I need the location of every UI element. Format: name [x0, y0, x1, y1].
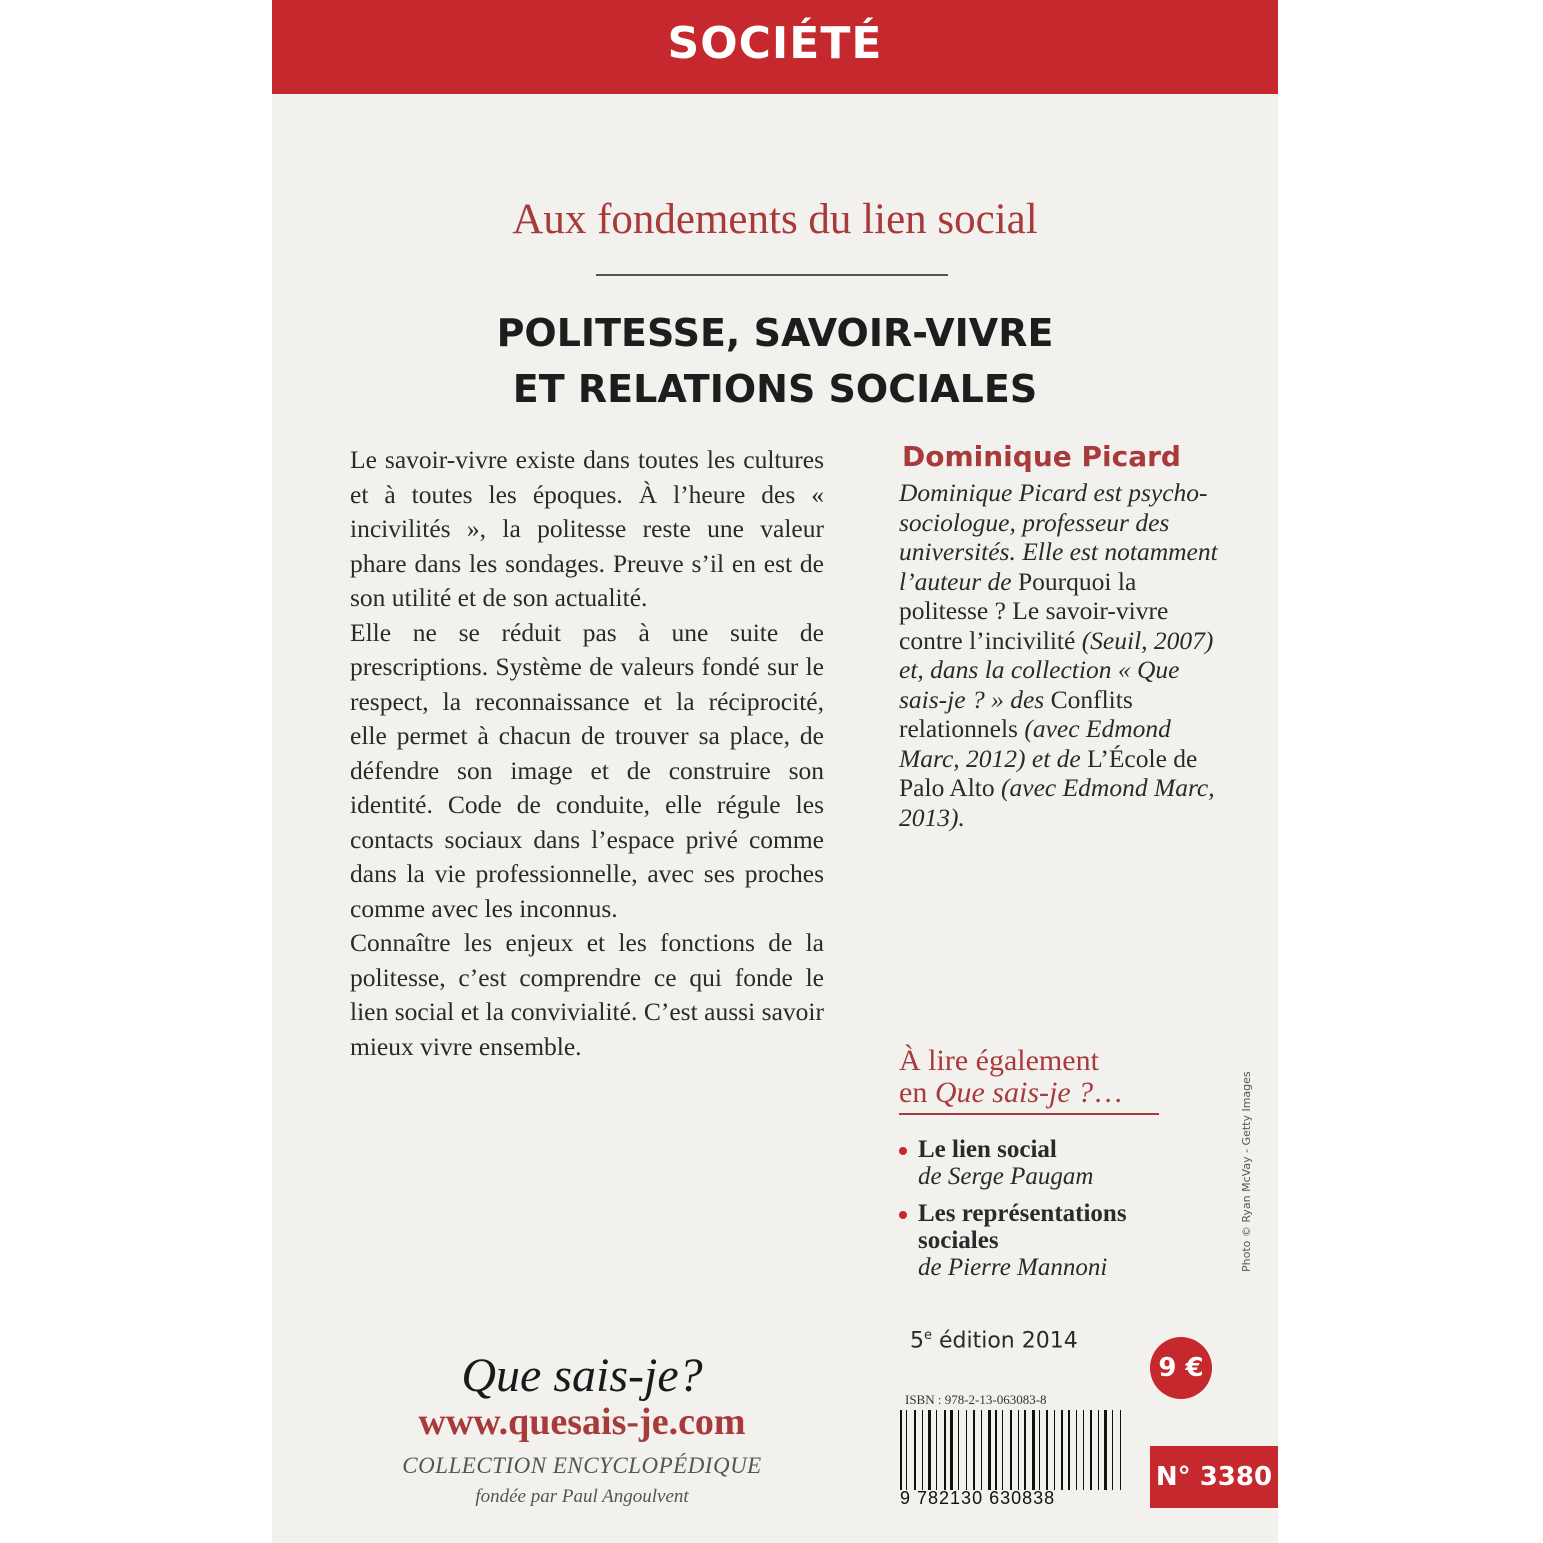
barcode-bar — [1036, 1410, 1037, 1490]
book-title-line2: ET RELATIONS SOCIALES — [512, 367, 1038, 411]
edition-info — [910, 1328, 1078, 1353]
bio-segment: Conflits relationnels — [899, 684, 1133, 743]
barcode — [900, 1410, 1135, 1490]
also-read-line1: À lire également — [899, 1044, 1099, 1077]
related-book-author: de Pierre Mannoni — [918, 1254, 1108, 1281]
bio-segment: L’École de Palo Alto — [899, 743, 1198, 802]
barcode-bar — [981, 1410, 982, 1490]
barcode-bar — [1039, 1410, 1040, 1490]
category-label: SOCIÉTÉ — [667, 18, 883, 69]
bullet-icon — [899, 1211, 907, 1219]
barcode-bar — [1002, 1410, 1003, 1490]
publisher-url: www.quesais-je.com — [418, 1401, 746, 1443]
barcode-digits: 9 782130 630838 — [900, 1488, 1056, 1508]
barcode-bar — [961, 1410, 963, 1490]
bio-segment: (Seuil, 2007) et, dans la collection « Que sais-je ? » des — [899, 625, 1214, 714]
barcode-bar — [918, 1410, 919, 1490]
author-bio — [899, 478, 1229, 832]
series-number-badge: N° 3380 — [1150, 1446, 1278, 1508]
collection-label: COLLECTION ENCYCLOPÉDIQUE — [402, 1453, 762, 1478]
founder-line: fondée par Paul Angoulvent — [475, 1486, 689, 1507]
barcode-bar — [1083, 1410, 1084, 1490]
blurb-paragraph-3: Connaître les enjeux et les fonctions de la politesse, c’est comprendre ce qui fonde le lien social et la convivialité. C’est aussi savoir mieux vivre ensemble. — [350, 928, 824, 1061]
edition-year: édition 2014 — [932, 1328, 1078, 1354]
barcode-bar — [1078, 1410, 1081, 1490]
edition-suffix: e — [924, 1328, 932, 1343]
barcode-bar — [906, 1410, 907, 1490]
isbn: ISBN : 978-2-13-063083-8 — [905, 1392, 1047, 1407]
bio-segment: Dominique Picard est psycho-sociologue, professeur des universités. Elle est notamment l’auteur de — [899, 478, 1218, 596]
author-name: Dominique Picard — [902, 440, 1181, 473]
barcode-bar — [988, 1410, 991, 1490]
barcode-bar — [1072, 1410, 1073, 1490]
barcode-bar — [1104, 1410, 1107, 1490]
barcode-bar — [1112, 1410, 1113, 1490]
barcode-bar — [956, 1410, 957, 1490]
also-read-underline — [899, 1113, 1159, 1115]
barcode-bar — [1110, 1410, 1111, 1490]
barcode-bar — [1046, 1410, 1048, 1490]
barcode-bar — [928, 1410, 931, 1490]
price-badge: 9 € — [1150, 1337, 1212, 1399]
barcode-bar — [1018, 1410, 1019, 1490]
barcode-bar — [910, 1410, 913, 1490]
barcode-bar — [984, 1410, 985, 1490]
photo-credit: Photo © Ryan McVay - Getty Images — [1240, 1071, 1253, 1272]
barcode-bar — [1100, 1410, 1102, 1490]
barcode-bar — [1050, 1410, 1051, 1490]
barcode-bar — [1005, 1410, 1007, 1490]
barcode-bar — [1013, 1410, 1016, 1490]
related-book-title: Le lien social — [918, 1136, 1057, 1163]
barcode-bar — [1061, 1410, 1063, 1490]
bio-segment: (avec Edmond Marc, 2013). — [899, 773, 1215, 832]
also-read-prefix: en — [899, 1076, 935, 1109]
divider — [596, 274, 948, 276]
barcode-bar — [1010, 1410, 1012, 1490]
barcode-bar — [966, 1410, 967, 1490]
barcode-bar — [1120, 1410, 1121, 1490]
publisher-logo: Que sais-je? — [461, 1349, 703, 1402]
category-band — [272, 0, 1278, 94]
barcode-bar — [958, 1410, 959, 1490]
barcode-bar — [1068, 1410, 1070, 1490]
barcode-bar — [992, 1410, 993, 1490]
barcode-bar — [1054, 1410, 1055, 1490]
blurb — [350, 443, 824, 1064]
barcode-bar — [1090, 1410, 1092, 1490]
also-read-line2 — [899, 1077, 1123, 1109]
barcode-bar — [1032, 1410, 1035, 1490]
related-book-title: Les représentations sociales — [918, 1200, 1127, 1254]
barcode-bar — [1024, 1410, 1026, 1490]
barcode-bar — [968, 1410, 971, 1490]
barcode-bar — [936, 1410, 937, 1490]
blurb-paragraph-2: Elle ne se réduit pas à une suite de prescriptions. Système de valeurs fondé sur le respect, la reconnaissance et la réciprocité, elle permet à chacun de trouver sa place, de défendre son image et de construire son identité. Code de conduite, elle régule les contacts sociaux dans l’espace privé comme dans la vie professionnelle, avec ses proches comme avec les inconnus. — [350, 617, 824, 923]
barcode-bar — [1076, 1410, 1077, 1490]
bio-segment: Pourquoi la politesse ? Le savoir-vivre contre l’incivilité — [899, 566, 1169, 655]
bio-segment: (avec Edmond Marc, 2012) et de — [899, 714, 1171, 773]
also-read-suffix: … — [1093, 1076, 1124, 1109]
barcode-bar — [1000, 1410, 1001, 1490]
barcode-bar — [995, 1410, 997, 1490]
book-subtitle: Aux fondements du lien social — [512, 196, 1038, 243]
blurb-paragraph-1: Le savoir-vivre existe dans toutes les cultures et à toutes les époques. À l’heure des « incivilités », la politesse reste une valeur phare dans les sondages. Preuve s’il en est de son utilité et de son actualité. — [350, 445, 824, 612]
barcode-bar — [973, 1410, 975, 1490]
book-title-line1: POLITESSE, SAVOIR-VIVRE — [496, 311, 1054, 355]
barcode-bar — [1115, 1410, 1117, 1490]
barcode-bar — [1056, 1410, 1059, 1490]
also-read-series: Que sais-je ? — [934, 1076, 1094, 1109]
barcode-bar — [1043, 1410, 1045, 1490]
barcode-bar — [900, 1410, 902, 1490]
barcode-bar — [978, 1410, 980, 1490]
list-item — [899, 1136, 1199, 1190]
barcode-bar — [914, 1410, 916, 1490]
barcode-bar — [1094, 1410, 1095, 1490]
barcode-bar — [1087, 1410, 1089, 1490]
barcode-bar — [1122, 1410, 1124, 1490]
list-item — [899, 1200, 1199, 1281]
barcode-bar — [947, 1410, 948, 1490]
barcode-bar — [922, 1410, 923, 1490]
barcode-bar — [950, 1410, 953, 1490]
barcode-bar — [1028, 1410, 1029, 1490]
book-title — [272, 305, 1278, 417]
barcode-bar — [939, 1410, 941, 1490]
also-read-heading — [899, 1045, 1123, 1109]
barcode-bar — [903, 1410, 904, 1490]
barcode-bar — [944, 1410, 946, 1490]
bullet-icon — [899, 1147, 907, 1155]
barcode-bar — [1066, 1410, 1067, 1490]
barcode-bar — [1098, 1410, 1099, 1490]
barcode-bar — [924, 1410, 926, 1490]
edition-number: 5 — [910, 1328, 924, 1354]
related-books-list — [899, 1136, 1199, 1291]
barcode-bar — [934, 1410, 935, 1490]
barcode-bar — [1022, 1410, 1023, 1490]
book-back-cover — [272, 0, 1278, 1543]
related-book-author: de Serge Paugam — [918, 1163, 1094, 1190]
